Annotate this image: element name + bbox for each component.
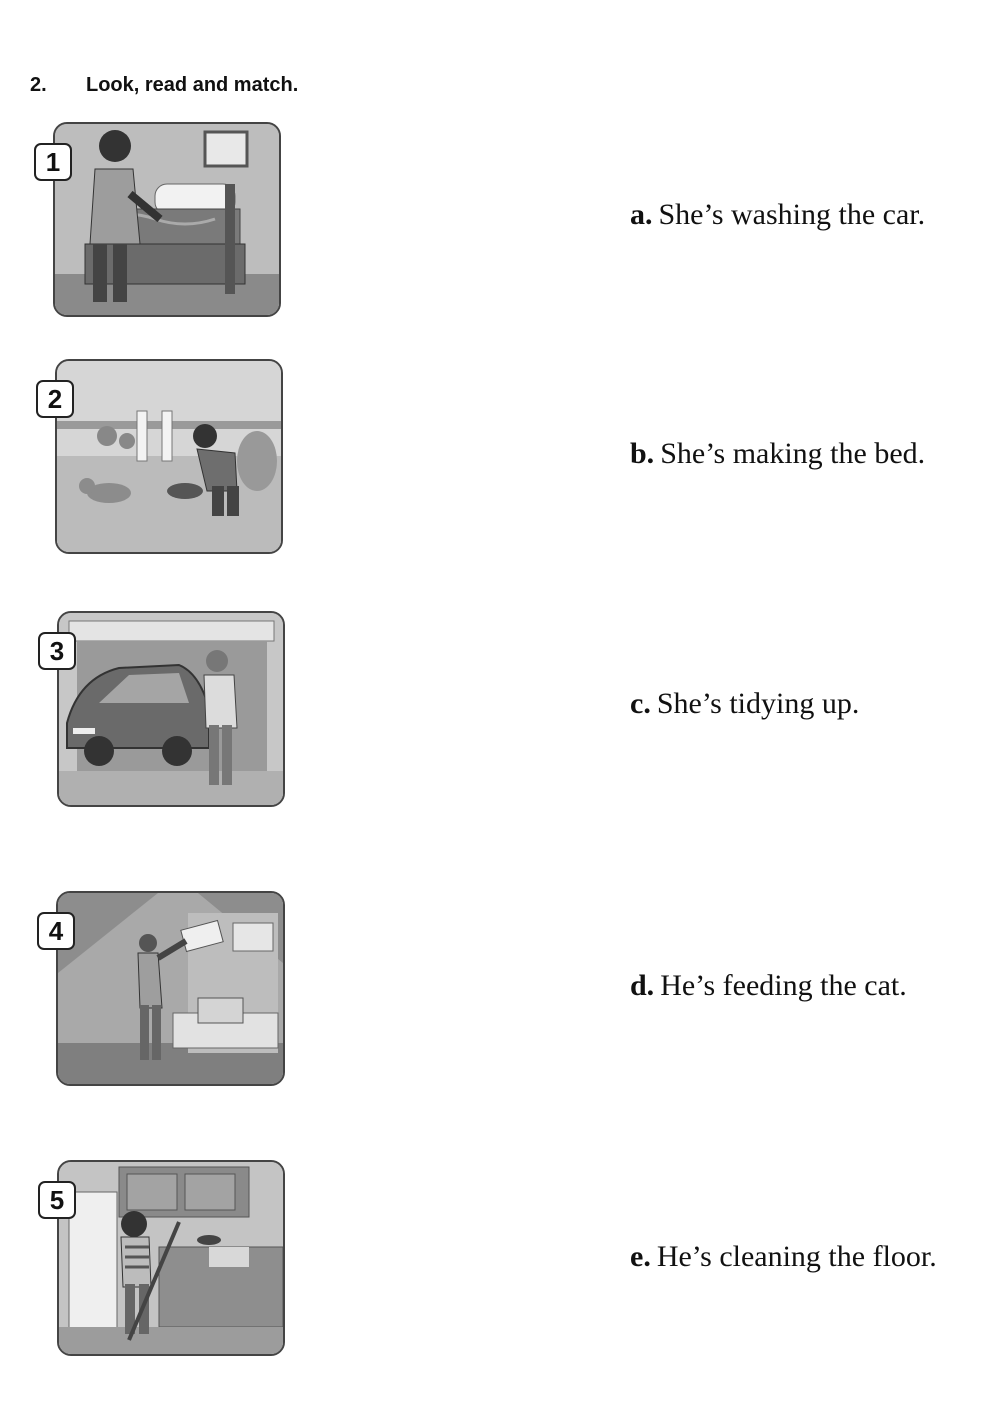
sentence-text: He’s feeding the cat. [660, 969, 907, 1002]
exercise-number: 2. [30, 74, 47, 96]
sentence-text: She’s tidying up. [656, 687, 860, 720]
sentence-text: She’s making the bed. [660, 437, 926, 470]
bedroom-illustration [55, 124, 279, 315]
picture-1-number-badge: 1 [34, 143, 72, 181]
sentence-letter: b. [630, 437, 655, 470]
exercise-instruction: Look, read and match. [86, 74, 299, 96]
picture-5-cleaning-floor [57, 1160, 285, 1356]
picture-2-feeding-cat [55, 359, 283, 554]
sentence-text: She’s washing the car. [658, 198, 926, 231]
picture-4-tidying-up [56, 891, 285, 1086]
sentence-letter: a. [630, 198, 653, 231]
sentence-c [630, 687, 859, 721]
picture-1-making-bed [53, 122, 281, 317]
sentence-letter: d. [630, 969, 655, 1002]
picture-4-number-badge: 4 [37, 912, 75, 950]
sentence-e [630, 1240, 937, 1274]
picture-3-washing-car [57, 611, 285, 807]
kitchen-illustration [59, 1162, 283, 1354]
sentence-letter: e. [630, 1240, 651, 1273]
garden-illustration [57, 361, 281, 552]
picture-3-number-badge: 3 [38, 632, 76, 670]
picture-2-number-badge: 2 [36, 380, 74, 418]
picture-5-number-badge: 5 [38, 1181, 76, 1219]
attic-illustration [58, 893, 283, 1084]
sentence-b [630, 437, 925, 471]
exercise-heading [30, 74, 298, 97]
garage-illustration [59, 613, 283, 805]
sentence-text: He’s cleaning the floor. [656, 1240, 937, 1273]
sentence-a [630, 198, 925, 232]
sentence-d [630, 969, 907, 1003]
sentence-letter: c. [630, 687, 651, 720]
